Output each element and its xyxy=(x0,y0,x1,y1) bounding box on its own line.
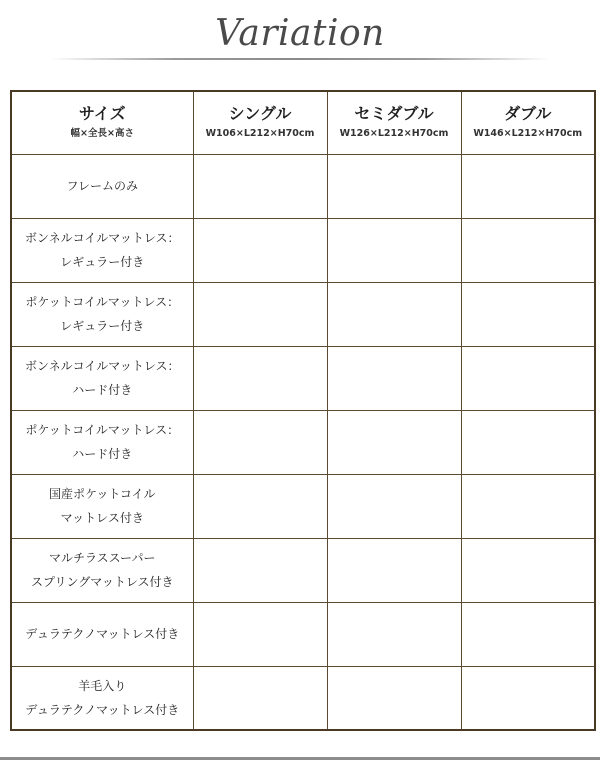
column-header-single xyxy=(193,91,327,154)
row-label-line-1: 国産ポケットコイル xyxy=(48,487,156,501)
table-cell xyxy=(193,154,327,218)
table-row xyxy=(11,154,595,218)
row-label-line-1: マルチラススーパー xyxy=(49,551,156,565)
table-cell xyxy=(327,538,461,602)
row-label-line-2: ハード付き xyxy=(72,447,133,461)
row-label-line-2: レギュラー付き xyxy=(60,255,145,269)
column-header-dims: W106×L212×H70cm xyxy=(205,128,315,140)
column-header-semi-double xyxy=(327,91,461,154)
column-header-dims: W146×L212×H70cm xyxy=(473,128,583,140)
row-label-cell xyxy=(11,346,193,410)
table-cell xyxy=(193,666,327,730)
table-cell xyxy=(193,602,327,666)
size-header-label: サイズ xyxy=(78,104,126,124)
row-label-cell xyxy=(11,410,193,474)
size-header-cell xyxy=(11,91,193,154)
table-cell xyxy=(193,474,327,538)
row-label-cell xyxy=(11,538,193,602)
row-label-line-1: ボンネルコイルマットレス： xyxy=(25,359,180,373)
table-row xyxy=(11,602,595,666)
row-label-cell xyxy=(11,282,193,346)
table-cell xyxy=(193,282,327,346)
row-label-line-1: ポケットコイルマットレス： xyxy=(25,423,180,437)
table-row xyxy=(11,538,595,602)
column-header-double xyxy=(461,91,595,154)
row-label-line-1: デュラテクノマットレス付き xyxy=(25,627,180,641)
column-header-label: セミダブル xyxy=(354,104,434,124)
table-cell xyxy=(461,154,595,218)
table-cell xyxy=(461,218,595,282)
row-label-cell xyxy=(11,602,193,666)
table-row xyxy=(11,218,595,282)
table-row xyxy=(11,282,595,346)
table-cell xyxy=(327,154,461,218)
table-cell xyxy=(461,410,595,474)
header-row xyxy=(11,91,595,154)
column-header-dims: W126×L212×H70cm xyxy=(339,128,449,140)
row-label-line-2: ハード付き xyxy=(72,383,133,397)
row-label-cell xyxy=(11,218,193,282)
table-cell xyxy=(327,282,461,346)
table-cell xyxy=(461,538,595,602)
table-cell xyxy=(327,474,461,538)
row-label-cell xyxy=(11,666,193,730)
variation-table xyxy=(10,90,596,731)
table-cell xyxy=(193,218,327,282)
page-title: Variation xyxy=(215,13,385,54)
row-label-line-2: スプリングマットレス付き xyxy=(31,575,174,589)
table-row xyxy=(11,474,595,538)
row-label-line-2: マットレス付き xyxy=(60,511,144,525)
table-cell xyxy=(193,538,327,602)
table-row xyxy=(11,666,595,730)
row-label-cell xyxy=(11,474,193,538)
table-cell xyxy=(327,346,461,410)
row-label-line-1: フレームのみ xyxy=(66,179,139,193)
row-label-line-2: デュラテクノマットレス付き xyxy=(25,702,180,717)
column-header-label: ダブル xyxy=(504,104,552,124)
table-cell xyxy=(461,346,595,410)
table-cell xyxy=(461,474,595,538)
table-cell xyxy=(461,602,595,666)
table-cell xyxy=(461,282,595,346)
size-header-sub: 幅×全長×高さ xyxy=(70,128,134,140)
bottom-divider xyxy=(0,757,600,760)
table-cell xyxy=(193,410,327,474)
title-divider xyxy=(50,58,550,60)
row-label-cell xyxy=(11,154,193,218)
table-row xyxy=(11,346,595,410)
table-cell xyxy=(327,410,461,474)
table-cell xyxy=(327,666,461,730)
table-cell xyxy=(327,602,461,666)
row-label-line-2: レギュラー付き xyxy=(60,319,145,333)
table-cell xyxy=(193,346,327,410)
column-header-label: シングル xyxy=(228,104,292,124)
table-cell xyxy=(461,666,595,730)
row-label-line-1: 羊毛入り xyxy=(78,678,127,693)
table-cell xyxy=(327,218,461,282)
row-label-line-1: ボンネルコイルマットレス： xyxy=(25,231,180,245)
row-label-line-1: ポケットコイルマットレス： xyxy=(25,295,180,309)
table-row xyxy=(11,410,595,474)
